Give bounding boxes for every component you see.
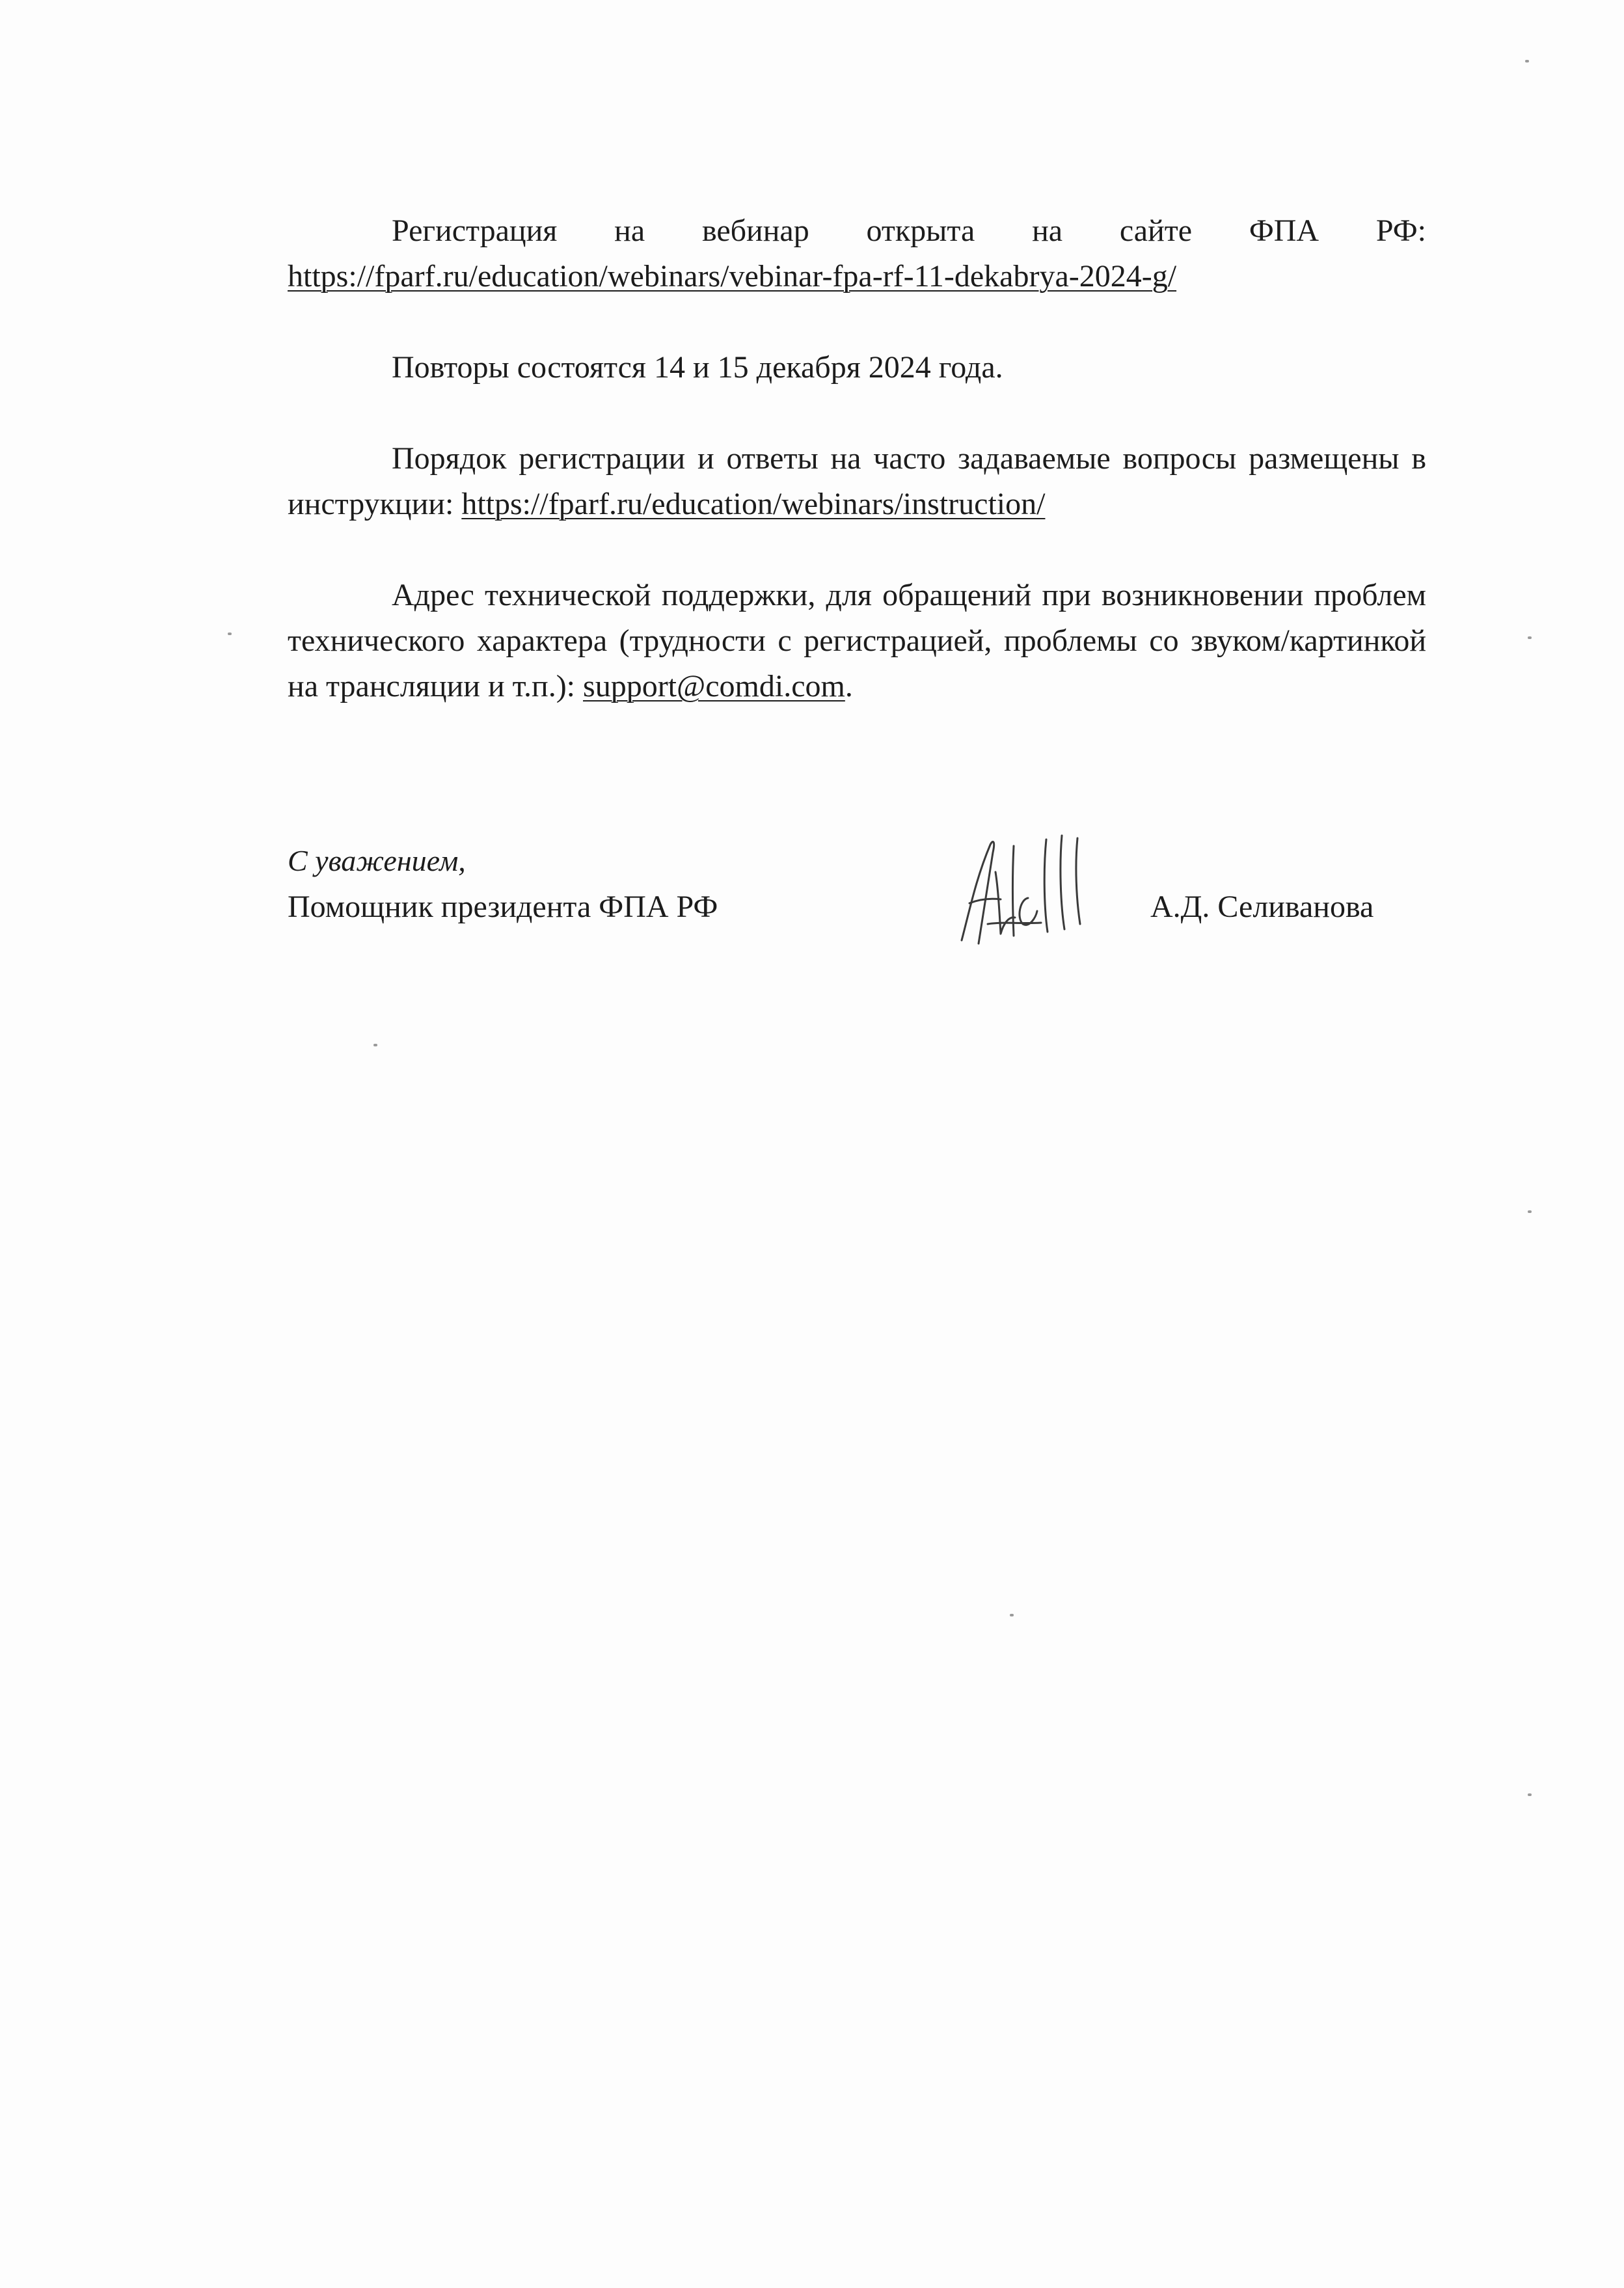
repeats-paragraph: [288, 345, 1426, 390]
scan-speck: [1528, 1793, 1532, 1796]
support-text-end: .: [845, 669, 853, 703]
scan-speck: [373, 1044, 377, 1046]
signer-name: А.Д. Селиванова: [1150, 890, 1374, 924]
webinar-registration-link[interactable]: https://fparf.ru/education/webinars/vebinar-fpa-rf-11-dekabrya-2024-g/: [288, 259, 1177, 293]
scan-speck: [1525, 60, 1529, 62]
scan-speck: [1528, 1210, 1532, 1213]
registration-paragraph: [288, 208, 1426, 299]
registration-text: Регистрация на вебинар открыта на сайте ФПА РФ:: [392, 213, 1426, 248]
instruction-paragraph: [288, 436, 1426, 527]
instruction-link[interactable]: https://fparf.ru/education/webinars/instruction/: [461, 487, 1046, 521]
scan-speck: [228, 633, 232, 635]
support-text: Адрес технической поддержки, для обращений при возникновении проблем технического характера (трудности с регистрацией, проблемы со звуком/картинкой на трансляции и т.п.):: [288, 578, 1426, 703]
repeats-text: Повторы состоятся 14 и 15 декабря 2024 года.: [392, 350, 1003, 385]
instruction-text: Порядок регистрации и ответы на часто задаваемые вопросы размещены в инструкции:: [288, 441, 1426, 521]
support-email-link[interactable]: support@comdi.com: [583, 669, 845, 703]
handwritten-signature: [950, 826, 1106, 950]
support-paragraph: [288, 573, 1426, 709]
closing-salutation: С уважением,: [288, 844, 466, 877]
scan-speck: [1010, 1614, 1014, 1616]
signer-position: Помощник президента ФПА РФ: [288, 890, 718, 924]
scan-speck: [1528, 636, 1532, 639]
